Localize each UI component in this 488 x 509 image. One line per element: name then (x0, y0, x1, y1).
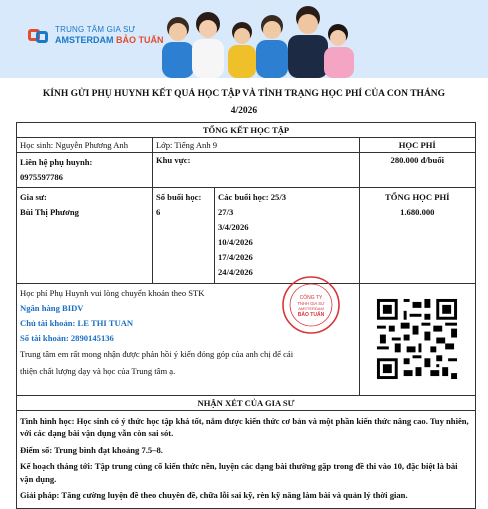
svg-text:TNHH GIA SƯ: TNHH GIA SƯ (297, 301, 325, 306)
page-title-month: 4/2026 (230, 106, 258, 116)
bank-name: Ngân hàng BIDV (20, 303, 84, 313)
qr-cell (359, 284, 475, 396)
session-count: Số buổi học: 6 (152, 188, 214, 284)
svg-text:AMSTERDAM: AMSTERDAM (298, 306, 324, 311)
page-title: KÍNH GỬI PHỤ HUYNH KẾT QUẢ HỌC TẬP VÀ TÌNH TRẠNG HỌC PHÍ CỦA CON THÁNG (42, 89, 446, 99)
logo-line1: TRUNG TÂM GIA SƯ (55, 25, 136, 34)
payment-note: Học phí Phụ Huynh vui lòng chuyển khoản theo STK (20, 288, 205, 298)
account-holder: Chủ tài khoản: LE THI TUAN (20, 318, 134, 328)
feedback-note: Trung tâm em rất mong nhận được phản hồi ý kiến đóng góp của anh chị để cải thiện chất lượng dạy và học của Trung tâm ạ. (20, 349, 294, 376)
total-fee: TỔNG HỌC PHÍ 1.680.000 (359, 188, 475, 284)
parent-contact: Liên hệ phụ huynh: 0975597786 (17, 153, 153, 188)
comment-plan: Kế hoạch tháng tới: Tập trung củng cố kiến thức nền, luyện các dạng bài thường gặp trong đề thi vào 10, đặc biệt là bài vận dụng. (20, 461, 458, 484)
fee-value: 280.000 đ/buổi (359, 153, 475, 188)
comment-score: Điểm số: Trung bình đạt khoảng 7.5–8. (20, 444, 163, 455)
company-stamp (281, 275, 341, 335)
comment-progress: Tình hình học: Học sinh có ý thức học tập khá tốt, nắm được kiến thức cơ bản và một phần kiến thức nâng cao. Tuy nhiên, với các dạng bài vận dụng vẫn còn sai sót. (20, 416, 469, 439)
account-number: Số tài khoản: 2890145136 (20, 333, 114, 343)
area: Khu vực: (152, 153, 359, 188)
svg-text:CÔNG TY: CÔNG TY (299, 295, 323, 301)
svg-text:BẢO TUẤN: BẢO TUẤN (297, 312, 325, 318)
header-banner (0, 0, 488, 78)
table-header: TỔNG KẾT HỌC TẬP (17, 123, 476, 138)
session-dates: Các buổi học: 25/3 27/3 3/4/2026 10/4/2026 17/4/2026 24/4/2026 (215, 188, 360, 284)
summary-table (16, 122, 476, 509)
comments-header: NHẬN XÉT CỦA GIA SƯ (17, 396, 476, 411)
fee-label: HỌC PHÍ (359, 138, 475, 153)
logo-mark-icon (28, 27, 50, 45)
qr-code-icon (374, 296, 460, 382)
student-name: Học sinh: Nguyễn Phương Anh (17, 138, 153, 153)
center-logo (28, 26, 164, 45)
tutor-comments (17, 411, 476, 509)
class-name: Lớp: Tiếng Anh 9 (152, 138, 359, 153)
tutor-info: Gia sư: Bùi Thị Phương (17, 188, 153, 284)
logo-line2: AMSTERDAM BẢO TUẤN (55, 35, 164, 45)
comment-solution: Giải pháp: Tăng cường luyện đề theo chuyên đề, chữa lỗi sai kỹ, rèn kỹ năng làm bài và quản lý thời gian. (20, 490, 408, 501)
team-photo (150, 2, 488, 78)
